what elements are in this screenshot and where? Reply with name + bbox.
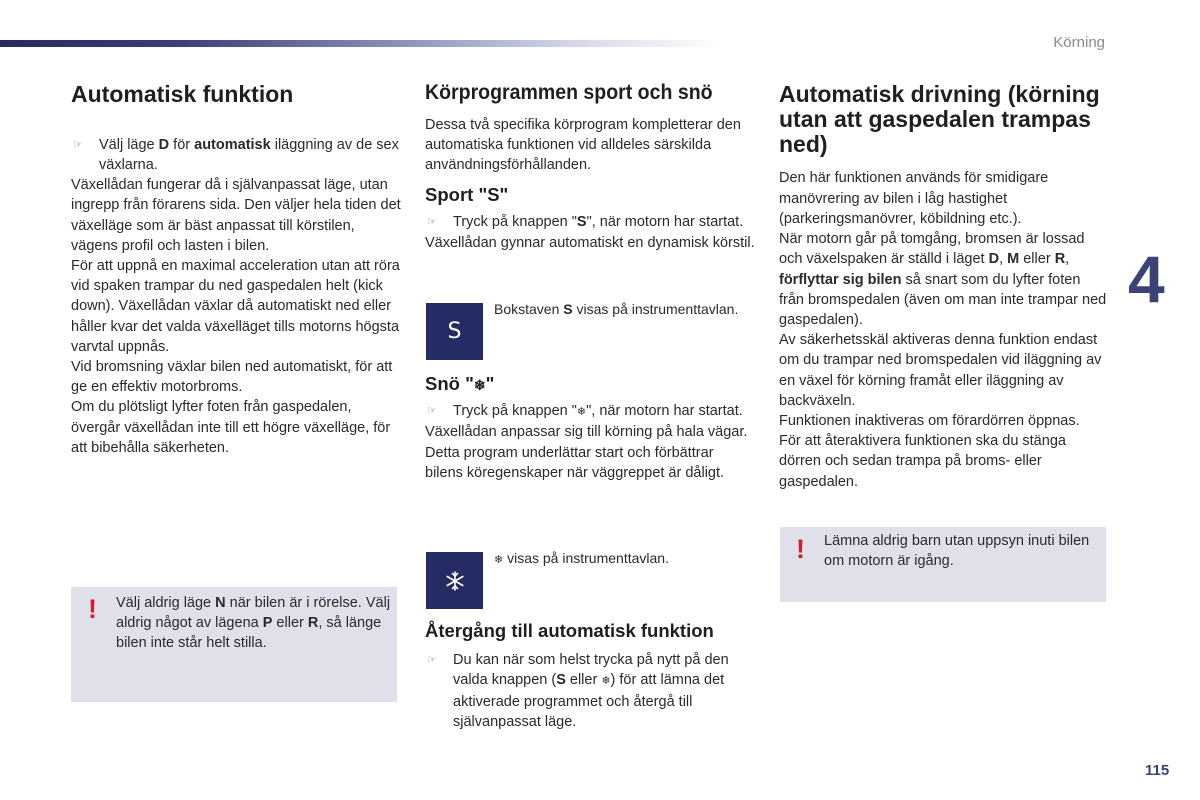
col1-bullet: ☞ Välj läge D för automatisk iläggning av de sex växlarna. <box>73 136 399 174</box>
snow-indicator-icon <box>426 552 483 609</box>
pointing-hand-icon: ☞ <box>73 138 83 151</box>
col3-title: Automatisk drivning (körning utan att gaspedalen trampas ned) <box>779 81 1100 157</box>
col1-paragraph: För att uppnå en maximal acceleration utan att röra vid spaken trampar du ned gaspedalen helt (kick down). Växellådan växlar då automatiskt ned eller håller kvar det valda växelläget tills motorns högsta varvtal uppnås. <box>71 258 400 355</box>
pointing-hand-icon: ☞ <box>427 405 437 418</box>
sport-bullet: ☞ Tryck på knappen "S", när motorn har startat. <box>425 212 755 232</box>
sport-caption: Bokstaven S visas på instrumenttavlan. <box>494 301 739 317</box>
col1-paragraph: Växellådan fungerar då i självanpassat läge, utan ingrepp från förarens sida. Den väljer hela tiden det växelläge som är bäst anpassat till körstilen, vägens profil och lasten i bilen. <box>71 177 401 254</box>
col2-intro: Dessa två specifika körprogram kompletterar den automatiska funktionen vid alldeles särskilda användningsförhållanden. <box>425 116 741 174</box>
return-section <box>425 620 755 732</box>
warning-text: Välj aldrig läge N när bilen är i rörelse. Välj aldrig något av lägena P eller R, så länge bilen inte står helt stilla. <box>116 595 391 652</box>
warning-box-neutral <box>780 527 1106 602</box>
snow-caption: ❄ visas på instrumenttavlan. <box>494 550 669 566</box>
column-driving-programs <box>425 82 755 253</box>
sport-heading: Sport "S" <box>425 184 509 206</box>
col3-paragraph: För att återaktivera funktionen ska du stänga dörren och sedan trampa på broms- eller gaspedalen. <box>779 433 1066 490</box>
col3-paragraph: Av säkerhetsskäl aktiveras denna funktion endast om du trampar ned bromspedalen vid iläggning av en växel för körning framåt eller iläggning av backväxeln. <box>779 332 1102 409</box>
snow-heading: Snö "❄" <box>425 373 495 394</box>
column-automatic-drive <box>779 82 1109 492</box>
snowflake-icon: ❄ <box>473 377 486 393</box>
snow-bullet: ☞ Tryck på knappen "❄", när motorn har startat. <box>425 401 755 422</box>
col3-paragraph: Funktionen inaktiveras om förardörren öppnas. <box>779 412 1080 429</box>
snowflake-icon: ❄ <box>494 554 504 566</box>
return-heading: Återgång till automatisk funktion <box>425 620 714 641</box>
warning-box-neutral <box>71 587 397 702</box>
sport-text: Växellådan gynnar automatiskt en dynamisk körstil. <box>425 234 755 251</box>
snow-section <box>425 373 755 483</box>
warning-text: Lämna aldrig barn utan uppsyn inuti bilen om motorn är igång. <box>824 533 1090 570</box>
col1-paragraph: Om du plötsligt lyfter foten från gaspedalen, övergår växellådan inte till ett högre växelläge, för att bibehålla säkerheten. <box>71 399 391 456</box>
sport-indicator-icon: S <box>426 303 483 360</box>
pointing-hand-icon: ☞ <box>427 654 437 667</box>
page-number: 115 <box>1145 762 1170 779</box>
col2-title: Körprogrammen sport och snö <box>425 81 713 104</box>
col3-paragraph: Den här funktionen används för smidigare manövrering av bilen i låg hastighet (parkeringsmanövrer, köbildning etc.). <box>779 170 1049 227</box>
snow-text: Växellådan anpassar sig till körning på hala vägar. <box>425 424 748 441</box>
chapter-number: 4 <box>1128 242 1165 316</box>
column-automatic-function <box>71 82 401 458</box>
snow-text: Detta program underlättar start och förbättrar bilens köregenskaper när väggreppet är dåligt. <box>425 444 725 481</box>
pointing-hand-icon: ☞ <box>427 216 437 229</box>
col3-paragraph: När motorn går på tomgång, bromsen är lossad och växelspaken är ställd i läget D, M eller R, förflyttar sig bilen så snart som du lyfter foten från bromspedalen (även om man inte trampar ned gaspedalen). <box>779 231 1107 328</box>
snowflake-icon <box>444 570 466 592</box>
exclamation-icon: ! <box>88 594 97 624</box>
snowflake-icon: ❄ <box>601 675 611 688</box>
header-gradient-bar <box>0 40 720 47</box>
exclamation-icon: ! <box>796 534 805 564</box>
return-bullet: ☞ Du kan när som helst trycka på nytt på den valda knappen (S eller ❄) för att lämna det aktiverade programmet och återgå till självanpassat läge. <box>427 652 729 730</box>
col1-title: Automatisk funktion <box>71 81 294 107</box>
section-title: Körning <box>1053 34 1105 51</box>
col1-paragraph: Vid bromsning växlar bilen ned automatiskt, för att ge en effektiv motorbroms. <box>71 359 393 396</box>
snowflake-icon: ❄ <box>576 406 587 419</box>
